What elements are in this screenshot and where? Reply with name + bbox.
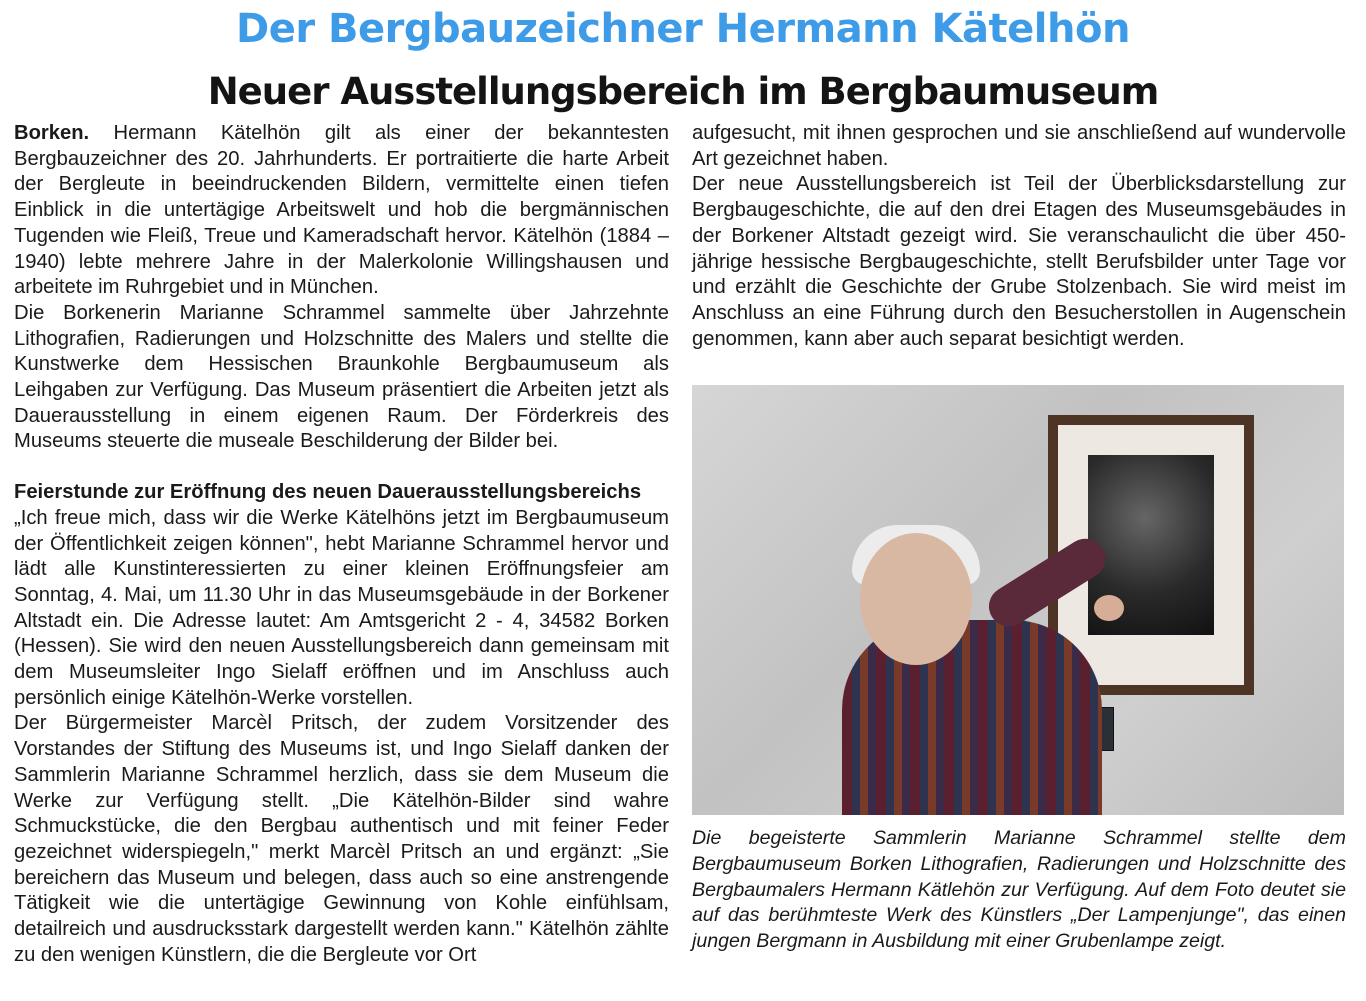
paragraph-intro <box>14 121 669 301</box>
article-column-right <box>692 121 1346 352</box>
paragraph-intro-text: Hermann Kätelhön gilt als einer der bekanntesten Bergbauzeichner des 20. Jahrhunderts. Er portraitierte die harte Arbeit der Bergleute in beeindruckenden Bildern, vermittelte einen tiefen Einblick in die untertägige Arbeitswelt und hob die bergmännischen Tugenden wie Fleiß, Treue und Kameradschaft hervor. Kätelhön (1884 – 1940) lebte mehrere Jahre in der Malerkolonie Willingshausen und arbeitete im Ruhrgebiet und in München. <box>14 122 670 299</box>
dateline: Borken. <box>14 122 90 144</box>
subheading: Feierstunde zur Eröffnung des neuen Dauerausstellungsbereichs <box>14 481 642 504</box>
paragraph-quote-schrammel: „Ich freue mich, dass wir die Werke Kätelhöns jetzt im Bergbaumuseum der Öffentlichkeit zeigen können", hebt Marianne Schrammel hervor und lädt alle Kunstinteressierten zu einer kleinen Eröffnungsfeier am Sonntag, 4. Mai, um 11.30 Uhr in das Museumsgebäude in der Borkener Altstadt ein. Die Adresse lautet: Am Amtsgericht 2 - 4, 34582 Borken (Hessen). Sie wird den neuen Ausstellungsbereich dann gemeinsam mit dem Museumsleiter Ingo Sielaff eröffnen und im Anschluss auch persönlich einige Kätelhön-Werke vorstellen. <box>14 506 669 709</box>
paragraph-mayor: Der Bürgermeister Marcèl Pritsch, der zudem Vorsitzender des Vorstandes der Stiftung des Museums ist, und Ingo Sielaff danken der Sammlerin Marianne Schrammel herzlich, dass sie dem Museum die Werke zur Verfügung stellt. „Die Kätelhön-Bilder sind wahre Schmuckstücke, die den Bergbau authentisch und mit feiner Feder gezeichnet widerspiegeln," merkt Marcèl Pritsch an und ergänzt: „Sie bereichern das Museum und belegen, dass auch so eine anstrengende Tätigkeit wie die untertägige Gewinnung von Kohle einfühlsam, detailreich und ausdrucksstark dargestellt werden kann." Kätelhön zählte zu den wenigen Künstlern, die die Bergleute vor Ort <box>14 712 669 966</box>
paragraph-collection: Die Borkenerin Marianne Schrammel sammelte über Jahrzehnte Lithografien, Radierungen und Holzschnitte des Malers und stellte die Kunstwerke dem Hessischen Braunkohle Bergbaumuseum als Leihgaben zur Verfügung. Das Museum präsentiert die Arbeiten jetzt als Dauerausstellung in einem eigenen Raum. Der Förderkreis des Museums steuerte die museale Beschilderung der Bilder bei. <box>14 301 669 453</box>
article-column-left <box>14 121 669 969</box>
paragraph-continuation: aufgesucht, mit ihnen gesprochen und sie anschließend auf wundervolle Art gezeichnet haben. <box>692 122 1346 170</box>
paragraph-exhibition: Der neue Ausstellungsbereich ist Teil der Überblicksdarstellung zur Bergbaugeschichte, die auf den drei Etagen des Museumsgebäudes in der Borkener Altstadt gezeigt wird. Sie veranschaulicht die über 450-jährige hessische Bergbaugeschichte, stellt Berufsbilder unter Tage vor und erzählt die Geschichte der Grube Stolzenbach. Sie wird meist im Anschluss an eine Führung durch den Besucherstollen in Augenschein genommen, kann aber auch separat besichtigt werden. <box>692 173 1346 350</box>
pointing-hand <box>1094 595 1124 621</box>
headline: Neuer Ausstellungsbereich im Bergbaumuseum <box>207 70 1159 113</box>
collector-face <box>860 533 972 665</box>
article-photo <box>692 385 1344 815</box>
photo-caption: Die begeisterte Sammlerin Marianne Schrammel stellte dem Bergbaumuseum Borken Lithografien, Radierungen und Holzschnitte des Bergbaumalers Hermann Kätlehön zur Verfügung. Auf dem Foto deutet sie auf das berühmteste Werk des Künstlers „Der Lampenjunge", das einen jungen Bergmann in Ausbildung mit einer Grubenlampe zeigt. <box>692 827 1346 953</box>
kicker-title: Der Bergbauzeichner Hermann Kätelhön <box>236 6 1130 52</box>
